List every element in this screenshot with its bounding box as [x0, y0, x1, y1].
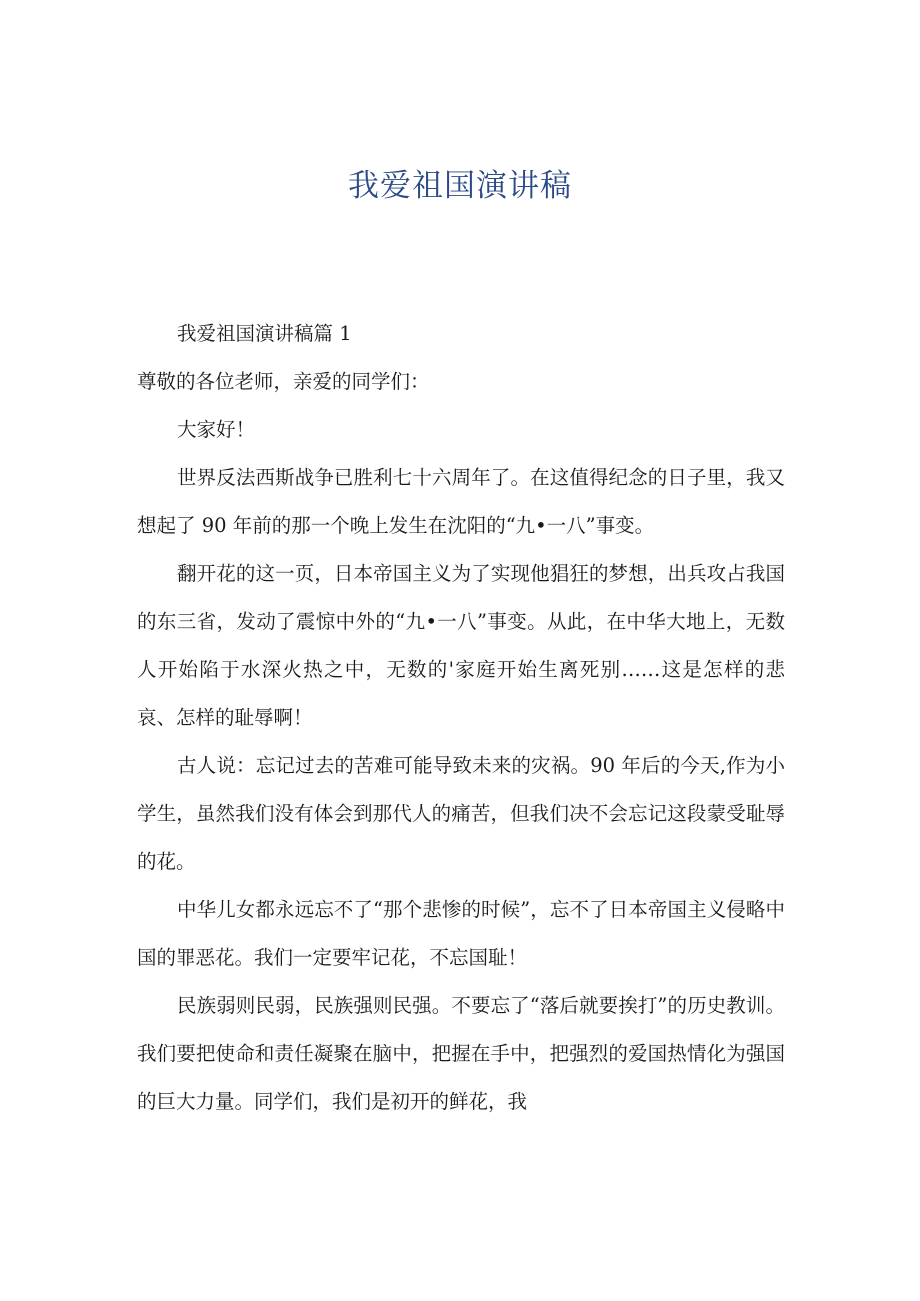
- greeting: 大家好！: [177, 418, 256, 441]
- paragraph: 中华儿女都永远忘不了“那个悲惨的时候”，忘不了日本帝国主义侵略中国的罪恶花。我们一定要牢记花，不忘国耻！: [137, 898, 785, 969]
- paragraph: 古人说：忘记过去的苦难可能导致未来的灾祸。90 年后的今天,作为小学生，虽然我们没有体会到那代人的痛苦，但我们决不会忘记这段蒙受耻辱的花。: [137, 754, 785, 873]
- paragraph: 翻开花的这一页，日本帝国主义为了实现他猖狂的梦想，出兵攻占我国的东三省，发动了震惊中外的“九•一八”事变。从此，在中华大地上，无数人开始陷于水深火热之中，无数的'家庭开始生离死别……这是怎样的悲哀、怎样的耻辱啊！: [137, 562, 785, 729]
- document-title: 我爱祖国演讲稿: [348, 168, 572, 204]
- salutation: 尊敬的各位老师，亲爱的同学们：: [137, 370, 430, 393]
- document-body: [137, 310, 785, 1126]
- paragraph: 世界反法西斯战争已胜利七十六周年了。在这值得纪念的日子里，我又想起了 90 年前的那一个晚上发生在沈阳的“九•一八”事变。: [137, 466, 785, 537]
- paragraph: 民族弱则民弱，民族强则民强。不要忘了“落后就要挨打”的历史教训。我们要把使命和责任凝聚在脑中，把握在手中，把强烈的爱国热情化为强国的巨大力量。同学们，我们是初开的鲜花，我: [137, 994, 785, 1113]
- section-heading: 我爱祖国演讲稿篇 1: [177, 322, 352, 345]
